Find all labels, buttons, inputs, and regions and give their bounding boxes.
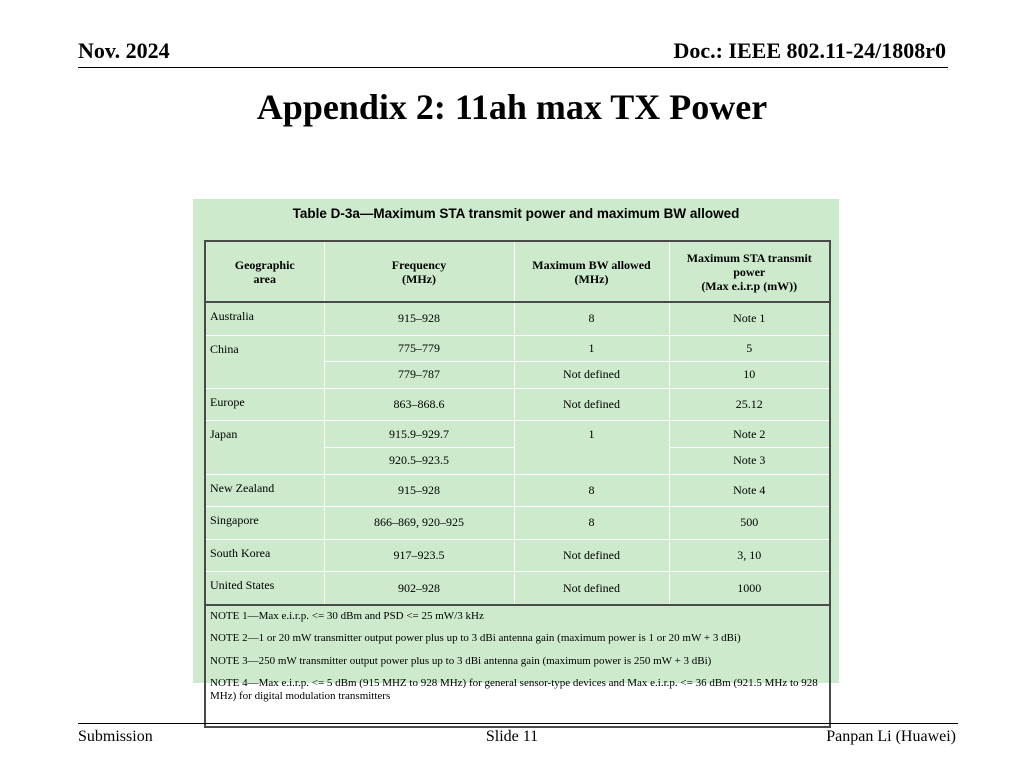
- cell-area: South Korea: [205, 539, 324, 572]
- cell-power: 10: [669, 362, 830, 389]
- footer-author: Panpan Li (Huawei): [826, 728, 956, 745]
- slide-title: Appendix 2: 11ah max TX Power: [256, 87, 768, 127]
- cell-frequency: 775–779: [324, 335, 514, 362]
- cell-power: Note 1: [669, 302, 830, 335]
- note-4: NOTE 4—Max e.i.r.p. <= 5 dBm (915 MHZ to 928 MHz) for general sensor-type devices and Max e.i.r.p. <= 36 dBm (921.5 MHz to 928 MHz) for digital modulation transmitters: [210, 677, 818, 703]
- cell-area: United States: [205, 572, 324, 605]
- note-1: NOTE 1—Max e.i.r.p. <= 30 dBm and PSD <= 25 mW/3 kHz: [210, 609, 484, 622]
- cell-frequency: 863–868.6: [324, 388, 514, 421]
- table-row: [205, 507, 830, 540]
- cell-power: Note 3: [669, 447, 830, 474]
- cell-bw: 8: [514, 474, 669, 507]
- table-row: [205, 474, 830, 507]
- cell-area: China: [205, 335, 324, 388]
- cell-bw: 8: [514, 302, 669, 335]
- cell-power: Note 4: [669, 474, 830, 507]
- table-row: [205, 572, 830, 605]
- cell-area: New Zealand: [205, 474, 324, 507]
- header-date: Nov. 2024: [78, 38, 170, 63]
- cell-frequency: 915–928: [324, 474, 514, 507]
- header-geographic-area: Geographic area: [205, 241, 324, 302]
- header-divider: [78, 67, 948, 68]
- cell-power: 1000: [669, 572, 830, 605]
- cell-bw: Not defined: [514, 388, 669, 421]
- cell-frequency: 866–869, 920–925: [324, 507, 514, 540]
- table-figure: [193, 199, 839, 703]
- cell-bw: Not defined: [514, 572, 669, 605]
- table-row: [205, 335, 830, 362]
- header-max-bw: Maximum BW allowed (MHz): [514, 241, 669, 302]
- cell-bw: 8: [514, 507, 669, 540]
- footer-divider: [78, 723, 958, 724]
- table-row: [205, 421, 830, 448]
- note-3: NOTE 3—250 mW transmitter output power plus up to 3 dBi antenna gain (maximum power is 250 mW + 3 dBi): [210, 654, 712, 667]
- cell-bw: Not defined: [514, 539, 669, 572]
- cell-frequency: 915–928: [324, 302, 514, 335]
- cell-area: Singapore: [205, 507, 324, 540]
- cell-bw: 1: [514, 421, 669, 474]
- cell-power: 500: [669, 507, 830, 540]
- footer-submission: Submission: [78, 728, 153, 745]
- footer-slide-number: Slide 11: [485, 728, 539, 745]
- table-row: [205, 388, 830, 421]
- cell-area: Australia: [205, 302, 324, 335]
- cell-frequency: 917–923.5: [324, 539, 514, 572]
- header-doc-id: Doc.: IEEE 802.11-24/1808r0: [673, 38, 946, 63]
- table-row: [205, 302, 830, 335]
- cell-power: 5: [669, 335, 830, 362]
- cell-bw: Not defined: [514, 362, 669, 389]
- cell-frequency: 915.9–929.7: [324, 421, 514, 448]
- cell-area: Japan: [205, 421, 324, 474]
- table-row: [205, 539, 830, 572]
- cell-power: 25.12: [669, 388, 830, 421]
- cell-power: Note 2: [669, 421, 830, 448]
- cell-area: Europe: [205, 388, 324, 421]
- tx-power-table: [204, 240, 831, 728]
- table-notes: [205, 605, 830, 727]
- cell-power: 3, 10: [669, 539, 830, 572]
- note-2: NOTE 2—1 or 20 mW transmitter output power plus up to 3 dBi antenna gain (maximum power is 1 or 20 mW + 3 dBi): [210, 632, 741, 645]
- table-caption: Table D-3a—Maximum STA transmit power and maximum BW allowed: [292, 206, 740, 221]
- header-frequency: Frequency (MHz): [324, 241, 514, 302]
- header-max-power: Maximum STA transmit power (Max e.i.r.p (mW)): [669, 241, 830, 302]
- cell-bw: 1: [514, 335, 669, 362]
- table-header-row: [205, 241, 830, 302]
- notes-row: [205, 605, 830, 727]
- cell-frequency: 779–787: [324, 362, 514, 389]
- cell-frequency: 920.5–923.5: [324, 447, 514, 474]
- cell-frequency: 902–928: [324, 572, 514, 605]
